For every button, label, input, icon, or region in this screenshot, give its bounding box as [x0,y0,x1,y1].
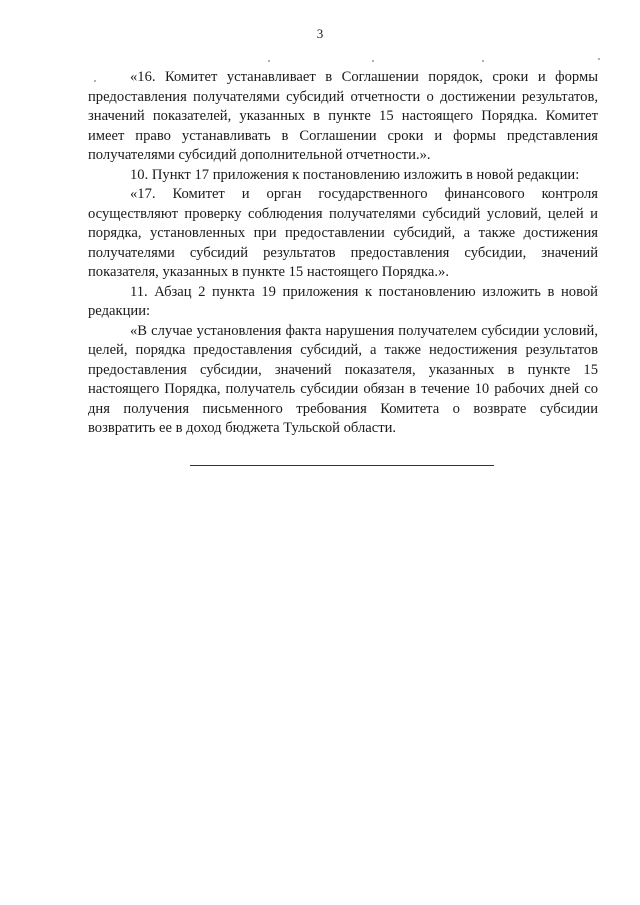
paragraph-item-10: 10. Пункт 17 приложения к постановлению изложить в новой редакции: [130,166,580,183]
document-body [88,68,598,439]
scan-speck [598,58,600,60]
paragraph-clause-16: «16. Комитет устанавливает в Соглашении порядок, сроки и формы предоставления получателями субсидий отчетности о достижении результатов, значений показателей, указанных в пункте 15 настоящего Порядка. Комитет имеет право устанавливать в Соглашении сроки и формы представления получателями субсидий дополнительной отчетности.». [88,69,598,163]
page-number: 3 [316,26,324,41]
paragraph-clause-17: «17. Комитет и орган государственного финансового контроля осуществляют проверку соблюдения получателями субсидий условий, целей и порядка, установленных при предоставлении субсидий, а также достижения получателями субсидий результатов предоставления субсидии, значений показателя, указанных в пункте 15 настоящего Порядка.». [88,186,598,280]
end-of-text-rule [190,465,494,466]
paragraph-clause-19-para-2: «В случае установления факта нарушения получателем субсидии условий, целей, порядка предоставления субсидий, а также недостижения результатов предоставления субсидии, значений показателя, указанных в пункте 15 настоящего Порядка, получатель субсидии обязан в течение 10 рабочих дней со дня получения письменного требования Комитета о возврате субсидии возвратить ее в доход бюджета Тульской области. [88,322,598,436]
scan-speck [372,60,374,62]
scan-speck [268,60,270,62]
paragraph-item-11: 11. Абзац 2 пункта 19 приложения к постановлению изложить в новой редакции: [88,283,598,319]
scan-speck [482,60,484,62]
